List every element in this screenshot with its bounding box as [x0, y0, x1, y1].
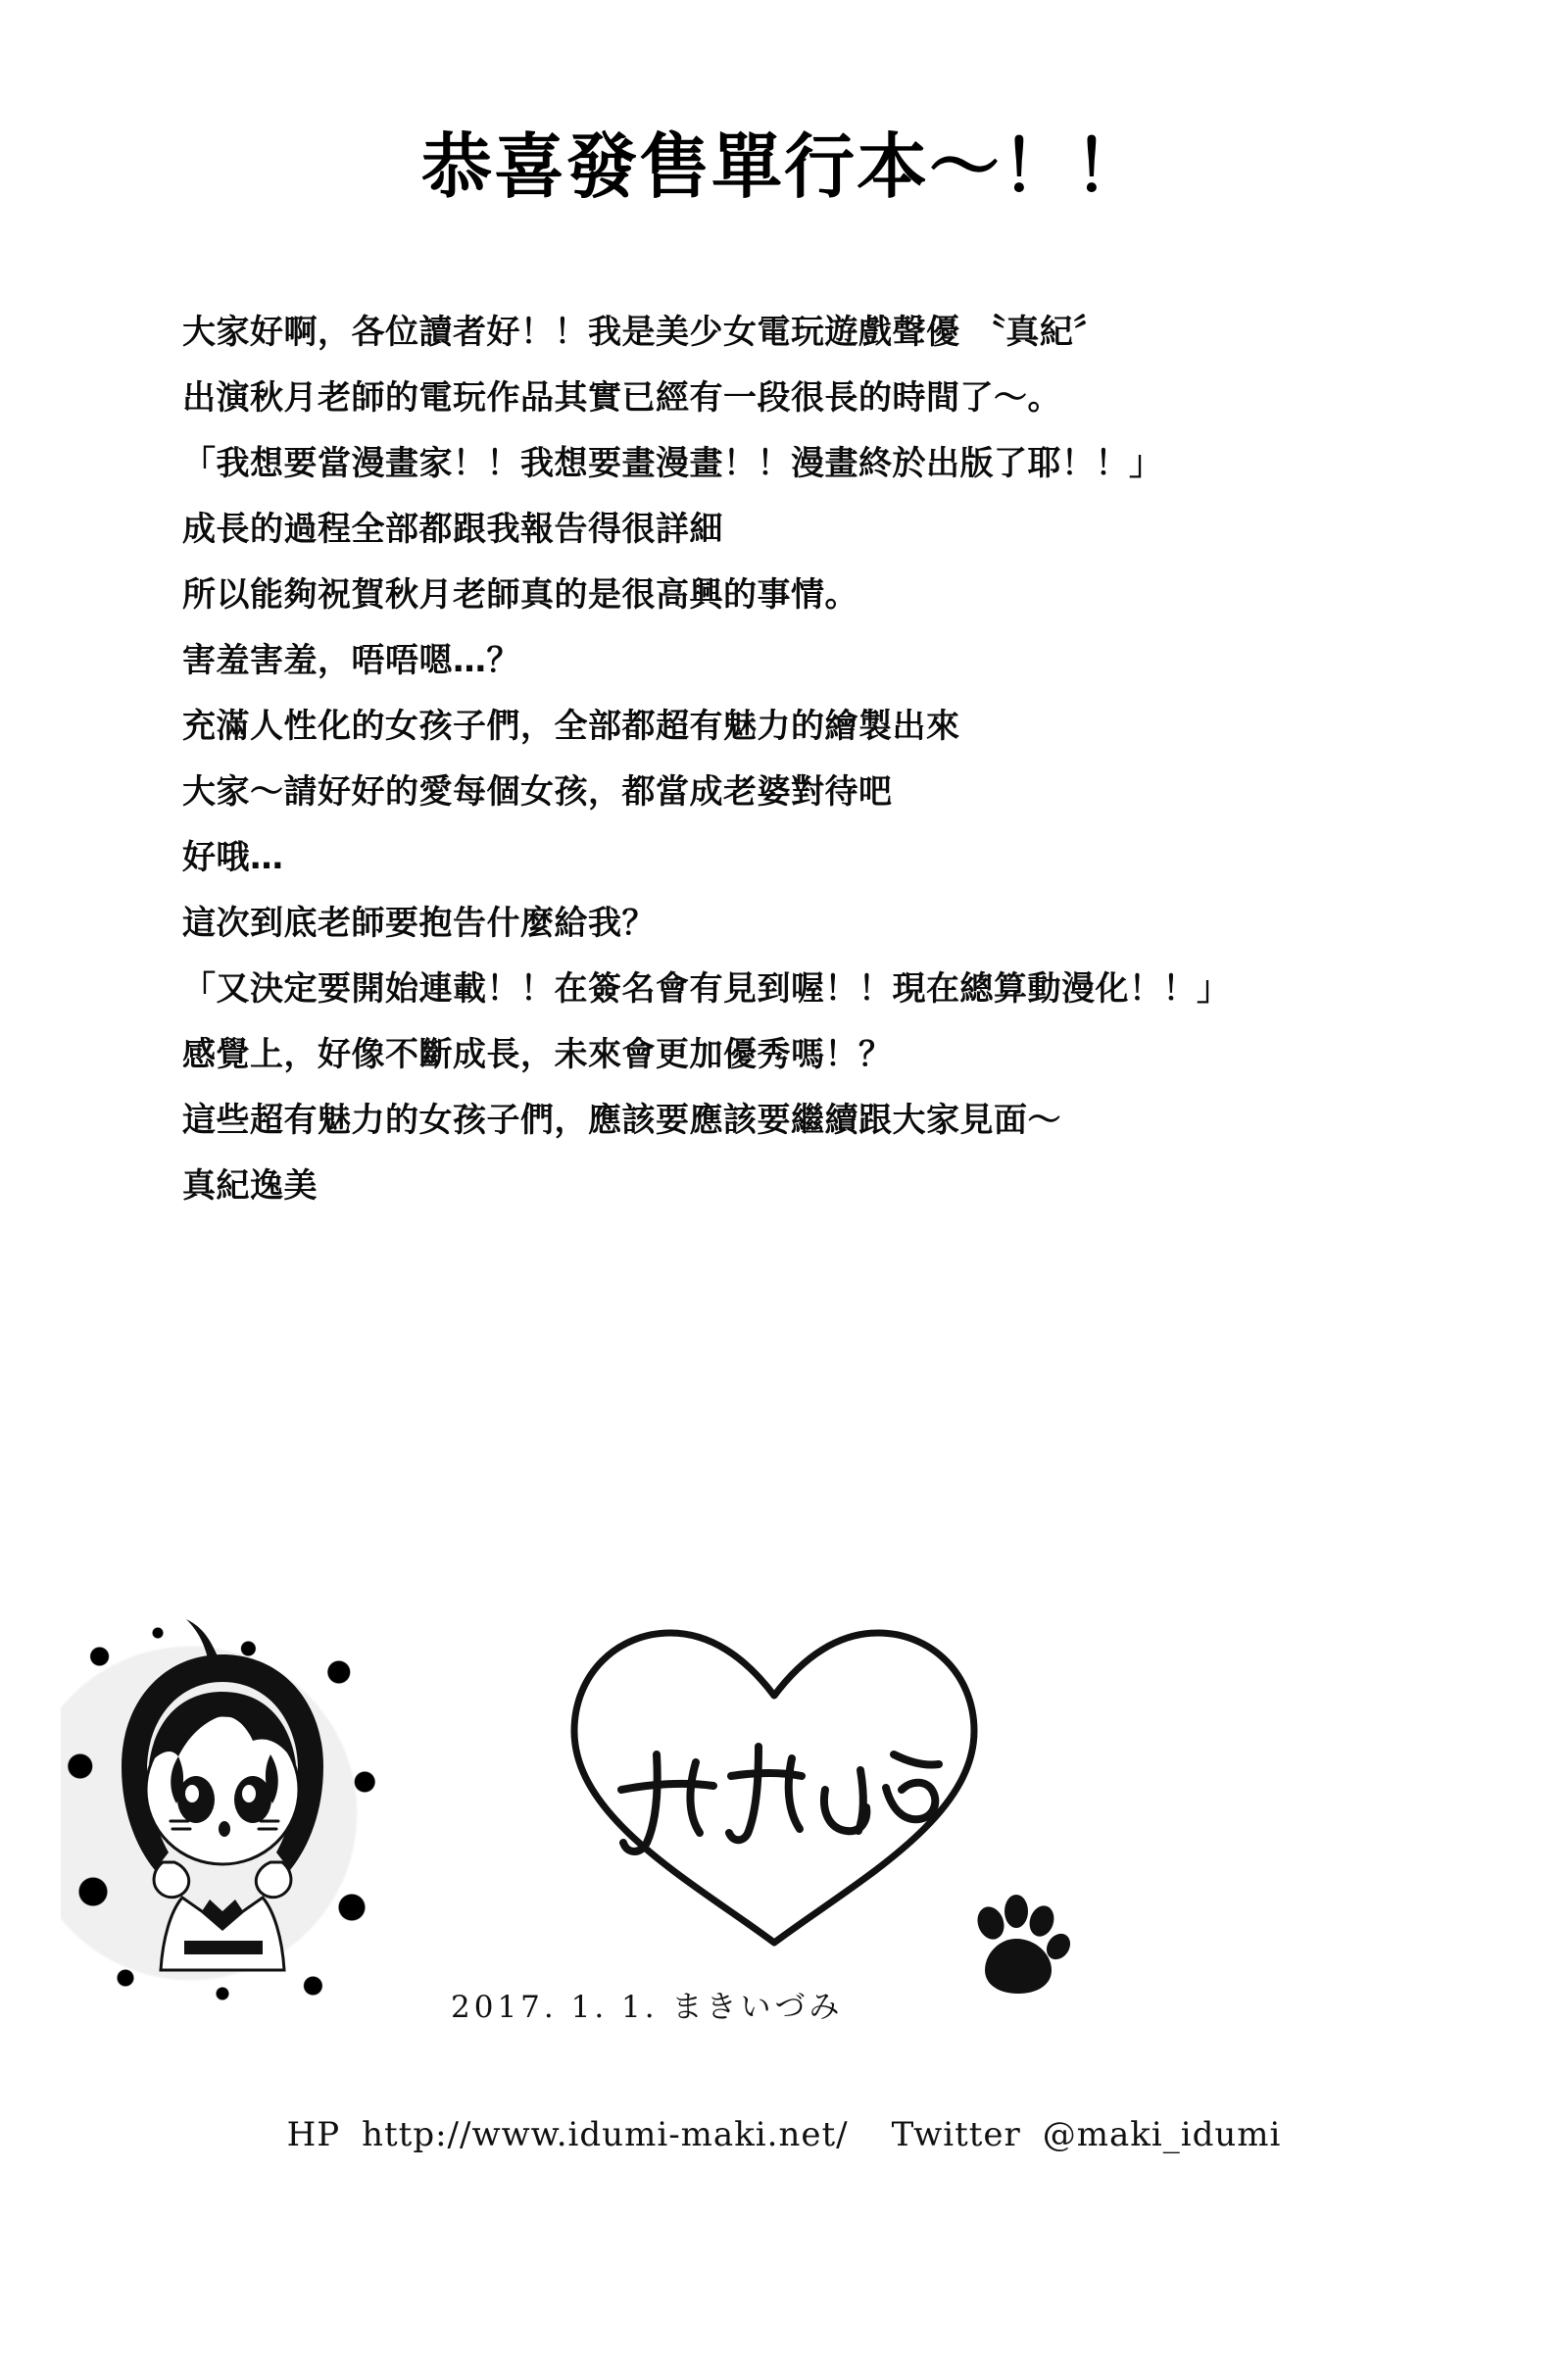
letter-line: 成長的過程全部都跟我報告得很詳細: [182, 510, 723, 549]
handwritten-signature: [621, 1747, 939, 1851]
twitter-label: Twitter: [891, 2115, 1021, 2154]
illustration-area: [0, 1598, 1568, 2186]
chibi-girl-drawing: [61, 1617, 384, 2009]
hp-url[interactable]: http://www.idumi-maki.net/: [362, 2115, 849, 2154]
letter-line: 感覺上，好像不斷成長，未來會更加優秀嗎！？: [182, 1035, 893, 1074]
letter-line: 充滿人性化的女孩子們，全部都超有魅力的繪製出來: [182, 707, 960, 746]
paw-print-icon: [965, 1892, 1073, 1999]
page-title: 恭喜發售單行本～！！: [420, 125, 1147, 208]
letter-line: 出演秋月老師的電玩作品其實已經有一段很長的時間了～。: [182, 378, 1061, 418]
footer-contact: [0, 2115, 1568, 2154]
hp-label: HP: [286, 2115, 341, 2154]
letter-line: 大家～請好好的愛每個女孩，都當成老婆對待吧: [182, 772, 893, 812]
letter-line: 這次到底老師要抱告什麼給我？: [182, 904, 656, 943]
letter-line: 這些超有魅力的女孩子們，應該要應該要繼續跟大家見面～: [182, 1101, 1061, 1140]
chibi-girl-portrait: [61, 1617, 384, 2009]
letter-line: 「又決定要開始連載！！在簽名會有見到喔！！現在總算動漫化！！」: [182, 969, 1231, 1009]
twitter-handle[interactable]: @maki_idumi: [1042, 2115, 1282, 2154]
letter-body: [182, 313, 1417, 1235]
letter-line: 大家好啊，各位讀者好！！我是美少女電玩遊戲聲優 〝真紀〞: [182, 313, 1107, 352]
letter-line: 所以能夠祝賀秋月老師真的是很高興的事情。: [182, 575, 858, 615]
signature-heart: [549, 1598, 1000, 1970]
letter-line: 害羞害羞，唔唔嗯…？: [182, 641, 520, 680]
letter-line: 「我想要當漫畫家！！我想要畫漫畫！！漫畫終於出版了耶！！」: [182, 444, 1163, 483]
signature-date: 2017. 1. 1. まきいづみ: [451, 1990, 844, 2025]
letter-line: 真紀逸美: [182, 1166, 318, 1206]
letter-line: 好哦…: [182, 838, 284, 877]
